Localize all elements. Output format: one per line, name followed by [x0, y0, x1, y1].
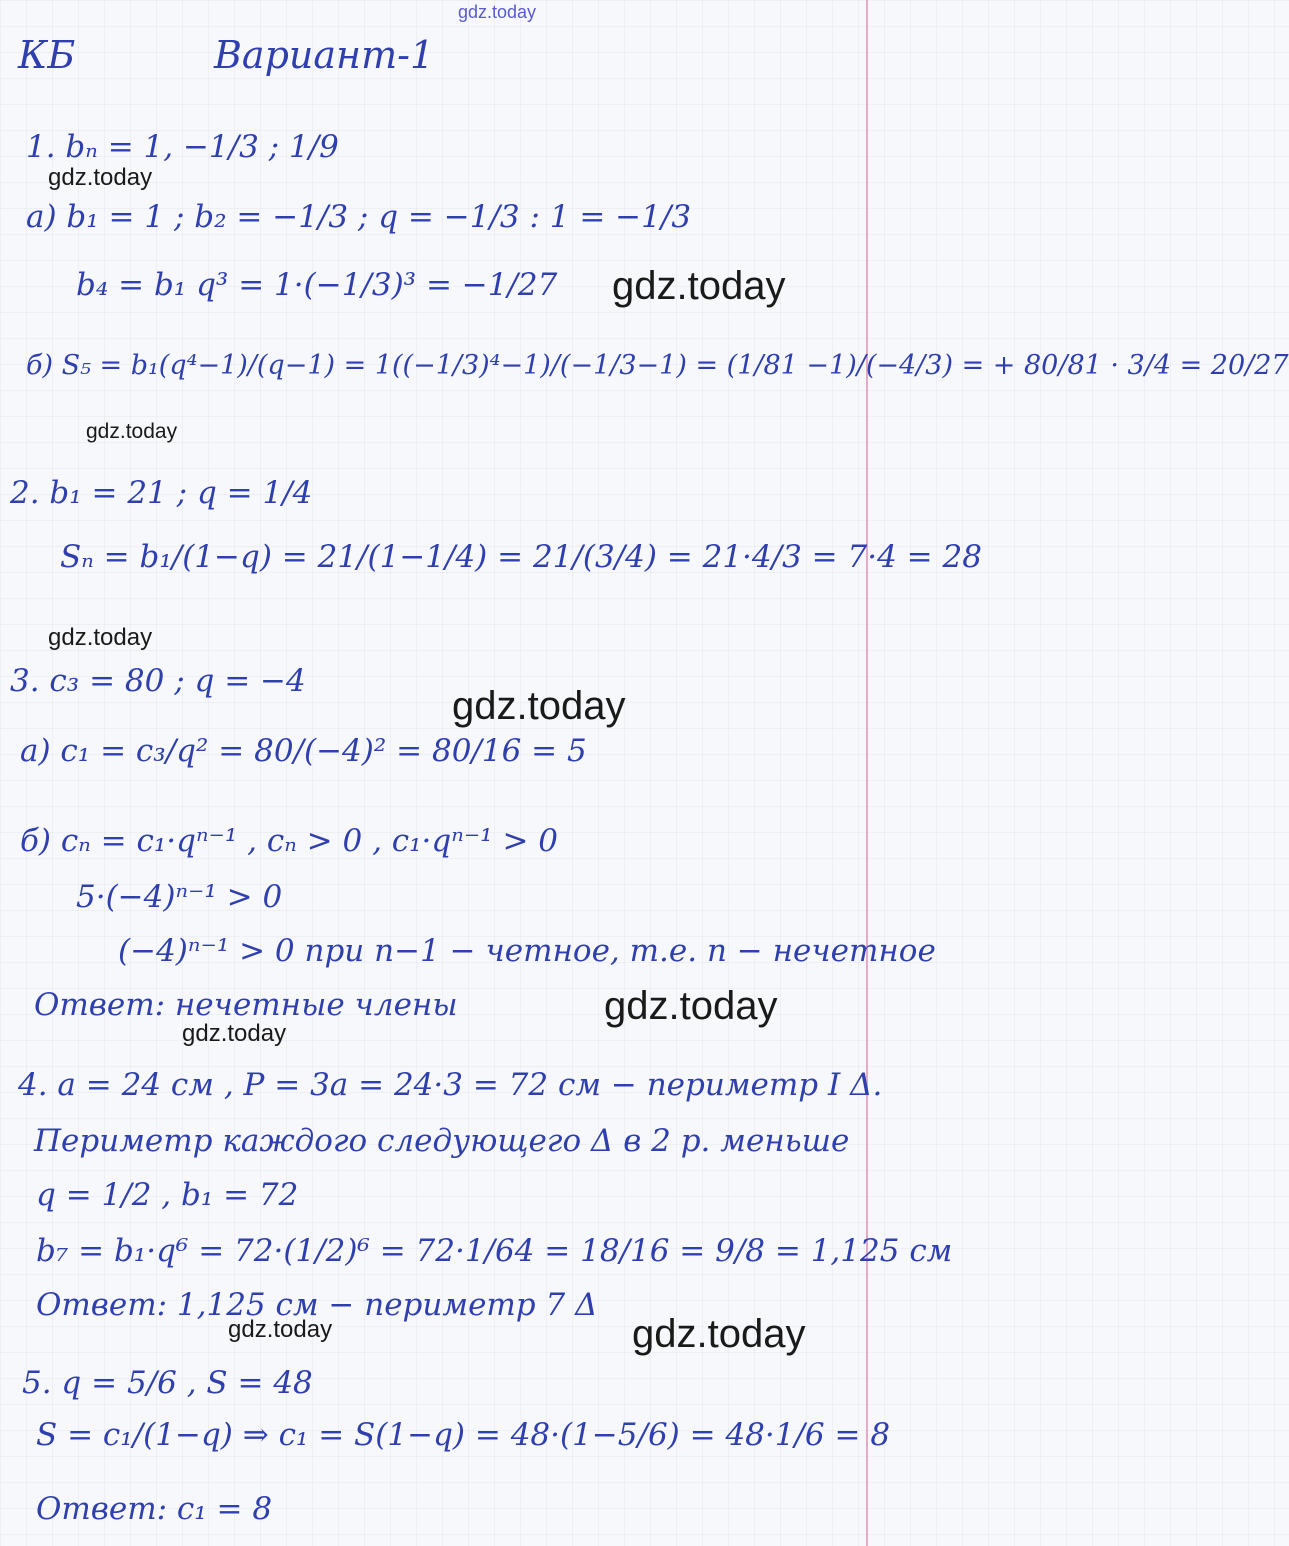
task-1-condition: 1. bₙ = 1, −1/3 ; 1/9 — [26, 129, 339, 165]
task-4-condition: 4. a = 24 см , P = 3a = 24·3 = 72 см − периметр I Δ. — [18, 1067, 883, 1103]
task-5-solution: S = c₁/(1−q) ⇒ c₁ = S(1−q) = 48·(1−5/6) = 48·1/6 = 8 — [36, 1417, 891, 1453]
task-3a-line: а) c₁ = c₃/q² = 80/(−4)² = 80/16 = 5 — [20, 733, 587, 769]
watermark: gdz.today — [458, 2, 537, 22]
task-5-answer: Ответ: c₁ = 8 — [36, 1491, 273, 1527]
task-3-answer: Ответ: нечетные члены — [34, 987, 458, 1023]
task-4-answer: Ответ: 1,125 см − периметр 7 Δ — [36, 1287, 598, 1323]
watermark: gdz.today — [632, 1312, 806, 1356]
task-3b-line: б) cₙ = c₁·qⁿ⁻¹ , cₙ > 0 , c₁·qⁿ⁻¹ > 0 — [20, 823, 559, 859]
task-3b-condition: (−4)ⁿ⁻¹ > 0 при n−1 − четное, т.е. n − нечетное — [118, 933, 936, 969]
notebook-margin-line — [866, 0, 868, 1546]
page-title: Вариант-1 — [214, 33, 435, 77]
task-1b-line: б) S₅ = b₁(q⁴−1)/(q−1) = 1((−1/3)⁴−1)/(−1/3−1) = (1/81 −1)/(−4/3) = + 80/81 · 3/4 = 20/27 — [26, 350, 1289, 381]
task-1a-line: а) b₁ = 1 ; b₂ = −1/3 ; q = −1/3 : 1 = −1/3 — [26, 199, 692, 235]
header-label: КБ — [18, 33, 76, 77]
task-2-solution: Sₙ = b₁/(1−q) = 21/(1−1/4) = 21/(3/4) = 21·4/3 = 7·4 = 28 — [60, 539, 982, 575]
task-4-params: q = 1/2 , b₁ = 72 — [36, 1177, 299, 1213]
task-4-solution: b₇ = b₁·q⁶ = 72·(1/2)⁶ = 72·1/64 = 18/16 = 9/8 = 1,125 см — [36, 1233, 953, 1269]
watermark: gdz.today — [86, 420, 178, 443]
task-3-condition: 3. c₃ = 80 ; q = −4 — [10, 663, 306, 699]
watermark: gdz.today — [182, 1020, 287, 1047]
task-2-condition: 2. b₁ = 21 ; q = 1/4 — [10, 475, 313, 511]
task-5-condition: 5. q = 5/6 , S = 48 — [22, 1365, 313, 1401]
watermark: gdz.today — [604, 984, 778, 1028]
watermark: gdz.today — [228, 1316, 333, 1343]
task-3b-step: 5·(−4)ⁿ⁻¹ > 0 — [76, 879, 283, 915]
watermark: gdz.today — [48, 624, 153, 651]
watermark: gdz.today — [48, 164, 153, 191]
watermark: gdz.today — [452, 684, 626, 728]
watermark: gdz.today — [612, 264, 786, 308]
task-4-reasoning: Периметр каждого следующего Δ в 2 р. меньше — [34, 1123, 850, 1159]
task-1a-result: b₄ = b₁ q³ = 1·(−1/3)³ = −1/27 — [76, 267, 558, 303]
